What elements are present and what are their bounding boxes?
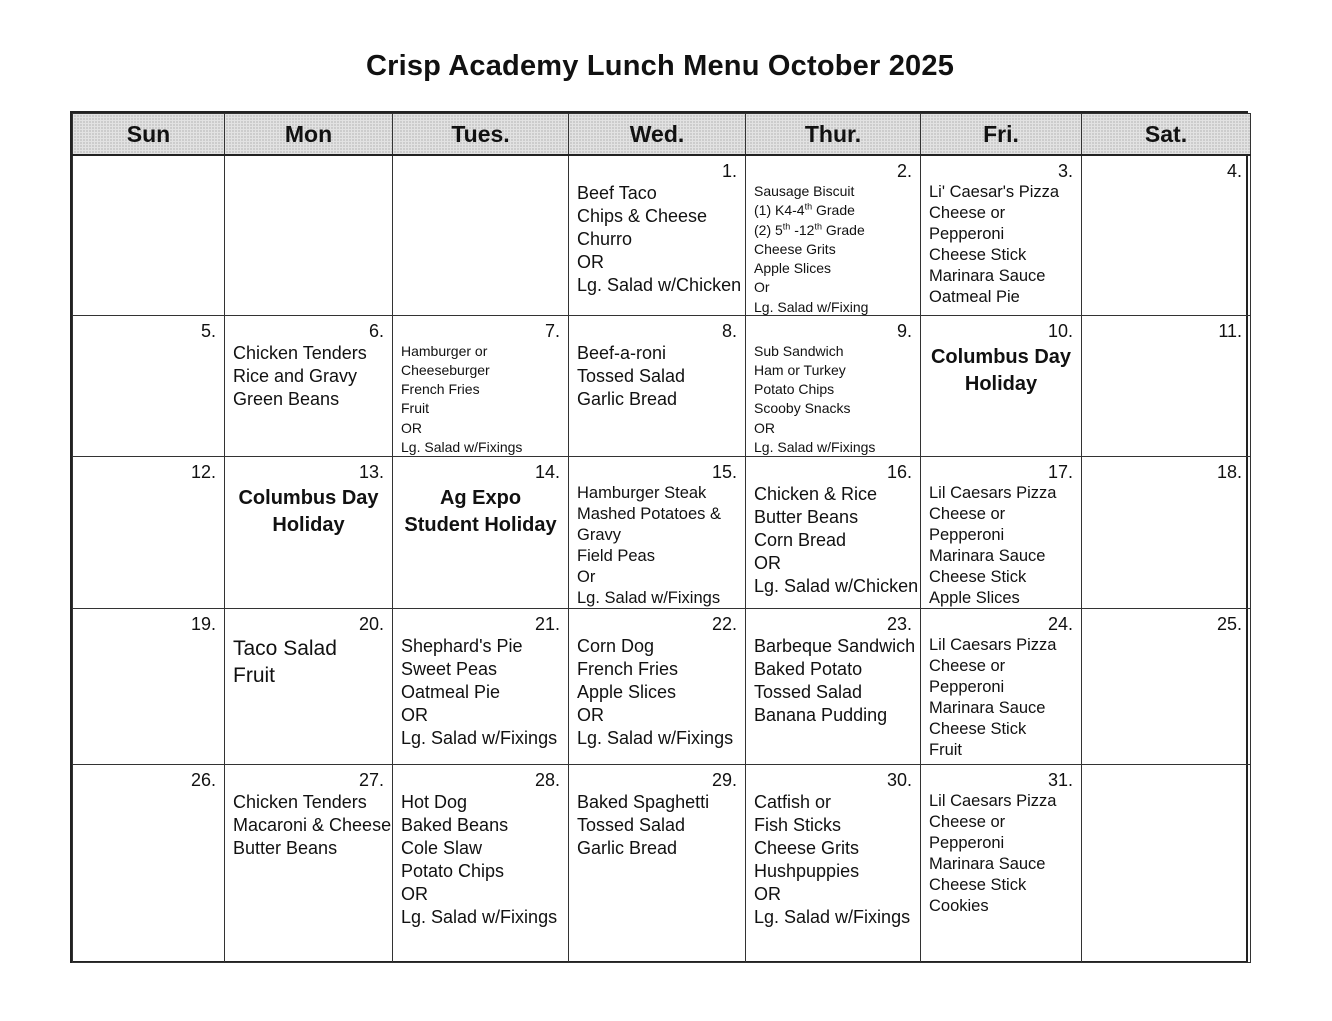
menu-items xyxy=(929,791,1077,917)
day-number: 22. xyxy=(711,613,737,634)
menu-item: Lil Caesars Pizza xyxy=(929,791,1057,810)
weekday-header: Mon xyxy=(225,114,393,156)
menu-item: Barbeque Sandwich xyxy=(754,635,916,656)
menu-item: Li' Caesar's Pizza xyxy=(929,183,1060,201)
menu-item: Cheese Grits xyxy=(754,837,860,858)
day-cell xyxy=(225,155,393,315)
menu-item: Cheeseburger xyxy=(401,361,490,378)
menu-item: Butter Beans xyxy=(754,506,859,527)
menu-item: Fruit xyxy=(929,740,962,759)
day-number: 1. xyxy=(721,161,737,181)
menu-item: OR xyxy=(401,883,428,904)
weekday-header: Thur. xyxy=(746,114,921,156)
menu-item: Chips & Cheese xyxy=(577,206,708,226)
menu-item: Lg. Salad w/Fixings xyxy=(401,906,558,927)
menu-item: Lg. Salad w/Fixing xyxy=(754,298,869,315)
menu-item: Apple Slices xyxy=(577,681,677,702)
day-cell xyxy=(569,608,746,764)
menu-item: Beef-a-roni xyxy=(577,342,667,363)
menu-item: Hushpuppies xyxy=(754,860,860,881)
menu-items xyxy=(401,791,564,929)
day-number: 26. xyxy=(190,769,216,790)
day-cell xyxy=(569,155,746,315)
day-cell xyxy=(1082,155,1251,315)
day-number: 27. xyxy=(358,769,384,790)
day-cell xyxy=(921,456,1082,608)
menu-items xyxy=(233,342,388,411)
holiday-label xyxy=(393,485,568,539)
day-cell xyxy=(225,764,393,962)
menu-item: Shephard's Pie xyxy=(401,635,523,656)
menu-item: Lg. Salad w/Fixings xyxy=(754,438,876,455)
menu-item: Butter Beans xyxy=(233,837,338,858)
day-number: 5. xyxy=(200,320,216,341)
menu-item: OR xyxy=(754,552,781,573)
menu-item: Tossed Salad xyxy=(577,814,686,835)
menu-items xyxy=(233,791,392,860)
menu-item: Hamburger or xyxy=(401,342,488,359)
day-number: 14. xyxy=(534,461,560,482)
menu-items xyxy=(754,342,916,457)
day-cell xyxy=(225,315,393,456)
menu-items xyxy=(929,635,1077,761)
day-cell xyxy=(746,155,921,315)
menu-item: Cole Slaw xyxy=(401,837,483,858)
menu-item: Ham or Turkey xyxy=(754,361,846,378)
menu-items xyxy=(577,791,741,860)
menu-item: Or xyxy=(754,279,770,296)
menu-item: Cheese or xyxy=(929,812,1006,831)
menu-item: Chicken Tenders xyxy=(233,342,367,363)
menu-items xyxy=(754,483,919,598)
holiday-line: Columbus Day xyxy=(238,486,379,509)
menu-item: Cheese or xyxy=(929,204,1006,222)
day-cell xyxy=(73,764,225,962)
menu-item: Fish Sticks xyxy=(754,814,842,835)
menu-item: Garlic Bread xyxy=(577,837,678,858)
holiday-line: Holiday xyxy=(272,513,345,536)
menu-items xyxy=(577,635,741,750)
calendar xyxy=(70,111,1248,963)
menu-item: Hamburger Steak xyxy=(577,483,707,502)
day-number: 21. xyxy=(534,613,560,634)
day-number: 2. xyxy=(896,161,912,181)
holiday-line: Student Holiday xyxy=(404,513,557,536)
day-cell xyxy=(921,315,1082,456)
day-cell xyxy=(746,764,921,962)
menu-item: French Fries xyxy=(577,658,679,679)
holiday-label xyxy=(225,485,392,539)
day-cell xyxy=(569,456,746,608)
day-number: 30. xyxy=(886,769,912,790)
menu-item: Pepperoni xyxy=(929,225,1005,243)
menu-item: Banana Pudding xyxy=(754,704,888,725)
holiday-line: Ag Expo xyxy=(439,486,522,509)
day-number: 4. xyxy=(1226,161,1242,181)
menu-item: Chicken Tenders xyxy=(233,791,367,812)
day-number: 16. xyxy=(886,461,912,482)
menu-item: Field Peas xyxy=(577,546,655,565)
day-number: 31. xyxy=(1047,769,1073,790)
menu-item: Sub Sandwich xyxy=(754,342,844,359)
weekday-header-row xyxy=(73,114,1251,156)
menu-item: Scooby Snacks xyxy=(754,400,851,417)
weekday-header: Sun xyxy=(73,114,225,156)
menu-item: Cheese Stick xyxy=(929,567,1027,586)
menu-item: Pepperoni xyxy=(929,677,1005,696)
day-number: 8. xyxy=(721,320,737,341)
day-cell xyxy=(393,764,569,962)
day-cell xyxy=(746,315,921,456)
day-cell xyxy=(225,456,393,608)
menu-item: (1) K4-4th Grade xyxy=(754,201,855,219)
week-row xyxy=(73,764,1251,962)
menu-item: Macaroni & Cheese xyxy=(233,814,392,835)
menu-item: Baked Potato xyxy=(754,658,863,679)
menu-item: OR xyxy=(577,252,604,272)
menu-item: Marinara Sauce xyxy=(929,854,1046,873)
day-cell xyxy=(73,608,225,764)
day-cell xyxy=(393,155,569,315)
day-cell xyxy=(393,608,569,764)
menu-item: Sweet Peas xyxy=(401,658,498,679)
menu-item: Cheese Stick xyxy=(929,875,1027,894)
menu-item: OR xyxy=(401,704,428,725)
menu-item: OR xyxy=(754,883,781,904)
day-cell xyxy=(921,764,1082,962)
day-cell xyxy=(569,315,746,456)
menu-item: Lg. Salad w/Fixings xyxy=(577,588,721,607)
day-cell xyxy=(225,608,393,764)
menu-items xyxy=(577,182,741,297)
menu-item: Mashed Potatoes & xyxy=(577,504,722,523)
menu-item: OR xyxy=(754,419,775,436)
menu-item: Baked Spaghetti xyxy=(577,791,710,812)
day-number: 25. xyxy=(1216,613,1242,634)
menu-item: Lg. Salad w/Chicken xyxy=(754,575,919,596)
day-cell xyxy=(1082,456,1251,608)
menu-item: Cheese Stick xyxy=(929,246,1027,264)
day-number: 18. xyxy=(1216,461,1242,482)
menu-item: Lil Caesars Pizza xyxy=(929,635,1057,654)
day-cell xyxy=(73,155,225,315)
day-number: 29. xyxy=(711,769,737,790)
menu-item: Or xyxy=(577,567,596,586)
page-title: Crisp Academy Lunch Menu October 2025 xyxy=(365,50,955,82)
menu-items xyxy=(577,342,741,411)
menu-item: Sausage Biscuit xyxy=(754,183,855,199)
week-row xyxy=(73,456,1251,608)
menu-item: French Fries xyxy=(401,381,480,398)
menu-item: Gravy xyxy=(577,525,622,544)
day-cell xyxy=(569,764,746,962)
menu-item: Oatmeal Pie xyxy=(401,681,501,702)
day-cell xyxy=(1082,764,1251,962)
menu-item: Churro xyxy=(577,229,633,249)
holiday-line: Holiday xyxy=(964,372,1038,395)
day-cell xyxy=(921,155,1082,315)
menu-item: (2) 5th -12th Grade xyxy=(754,220,865,238)
day-cell xyxy=(921,608,1082,764)
menu-item: Lg. Salad w/Fixings xyxy=(401,438,523,455)
menu-item: Lg. Salad w/Fixings xyxy=(577,727,734,748)
menu-item: Rice and Gravy xyxy=(233,365,358,386)
menu-item: Fruit xyxy=(401,400,429,417)
menu-item: Pepperoni xyxy=(929,833,1005,852)
menu-item: Oatmeal Pie xyxy=(929,288,1020,306)
day-cell xyxy=(1082,608,1251,764)
day-number: 9. xyxy=(896,320,912,341)
menu-item: Marinara Sauce xyxy=(929,546,1046,565)
menu-item: Tossed Salad xyxy=(577,365,686,386)
menu-item: Cheese Grits xyxy=(754,240,836,257)
menu-item: Lil Caesars Pizza xyxy=(929,483,1057,502)
menu-item: Lg. Salad w/Chicken xyxy=(577,275,742,295)
menu-item: Cheese or xyxy=(929,504,1006,523)
day-number: 7. xyxy=(544,320,560,341)
week-row xyxy=(73,608,1251,764)
day-number: 12. xyxy=(190,461,216,482)
menu-item: Apple Slices xyxy=(929,588,1020,607)
day-number: 17. xyxy=(1047,461,1073,482)
weekday-header: Sat. xyxy=(1082,114,1251,156)
day-number: 13. xyxy=(358,461,384,482)
menu-item: Taco Salad xyxy=(233,636,337,660)
menu-item: Baked Beans xyxy=(401,814,509,835)
calendar-grid xyxy=(72,113,1251,963)
menu-items xyxy=(577,483,741,609)
day-cell xyxy=(73,456,225,608)
day-number: 15. xyxy=(711,461,737,482)
menu-item: Catfish or xyxy=(754,791,832,812)
menu-item: Corn Dog xyxy=(577,635,655,656)
menu-item: Pepperoni xyxy=(929,525,1005,544)
day-number: 6. xyxy=(368,320,384,341)
menu-item: Cookies xyxy=(929,896,989,915)
menu-item: Chicken & Rice xyxy=(754,483,878,504)
menu-items xyxy=(401,635,564,750)
menu-items xyxy=(401,342,564,457)
weekday-header: Tues. xyxy=(393,114,569,156)
menu-item: OR xyxy=(577,704,604,725)
day-number: 24. xyxy=(1047,613,1073,634)
week-row xyxy=(73,315,1251,456)
menu-items xyxy=(754,791,916,929)
day-cell xyxy=(393,456,569,608)
menu-item: Apple Slices xyxy=(754,260,832,277)
day-cell xyxy=(393,315,569,456)
menu-item: Tossed Salad xyxy=(754,681,863,702)
menu-item: Fruit xyxy=(233,663,275,687)
day-number: 23. xyxy=(886,613,912,634)
menu-item: OR xyxy=(401,419,422,436)
menu-items xyxy=(929,483,1077,609)
day-cell xyxy=(746,456,921,608)
menu-item: Beef Taco xyxy=(577,183,657,203)
day-number: 20. xyxy=(358,613,384,634)
menu-item: Hot Dog xyxy=(401,791,468,812)
menu-item: Lg. Salad w/Fixings xyxy=(401,727,558,748)
menu-items xyxy=(754,635,916,727)
menu-items xyxy=(233,635,388,689)
menu-item: Marinara Sauce xyxy=(929,267,1046,285)
day-number: 10. xyxy=(1047,320,1073,341)
menu-item: Garlic Bread xyxy=(577,388,678,409)
holiday-label xyxy=(921,344,1081,398)
menu-items xyxy=(929,182,1077,308)
holiday-line: Columbus Day xyxy=(930,345,1072,368)
menu-item: Cheese Stick xyxy=(929,719,1027,738)
day-number: 11. xyxy=(1218,320,1242,341)
weekday-header: Fri. xyxy=(921,114,1082,156)
day-number: 19. xyxy=(190,613,216,634)
menu-item: Green Beans xyxy=(233,388,340,409)
day-number: 3. xyxy=(1057,161,1073,181)
day-number: 28. xyxy=(534,769,560,790)
menu-item: Potato Chips xyxy=(401,860,505,881)
week-row xyxy=(73,155,1251,315)
menu-items xyxy=(754,182,916,315)
day-cell xyxy=(746,608,921,764)
menu-item: Potato Chips xyxy=(754,381,835,398)
menu-item: Lg. Salad w/Fixings xyxy=(754,906,911,927)
weekday-header: Wed. xyxy=(569,114,746,156)
day-cell xyxy=(1082,315,1251,456)
menu-item: Cheese or xyxy=(929,656,1006,675)
menu-item: Corn Bread xyxy=(754,529,847,550)
day-cell xyxy=(73,315,225,456)
menu-item: Marinara Sauce xyxy=(929,698,1046,717)
